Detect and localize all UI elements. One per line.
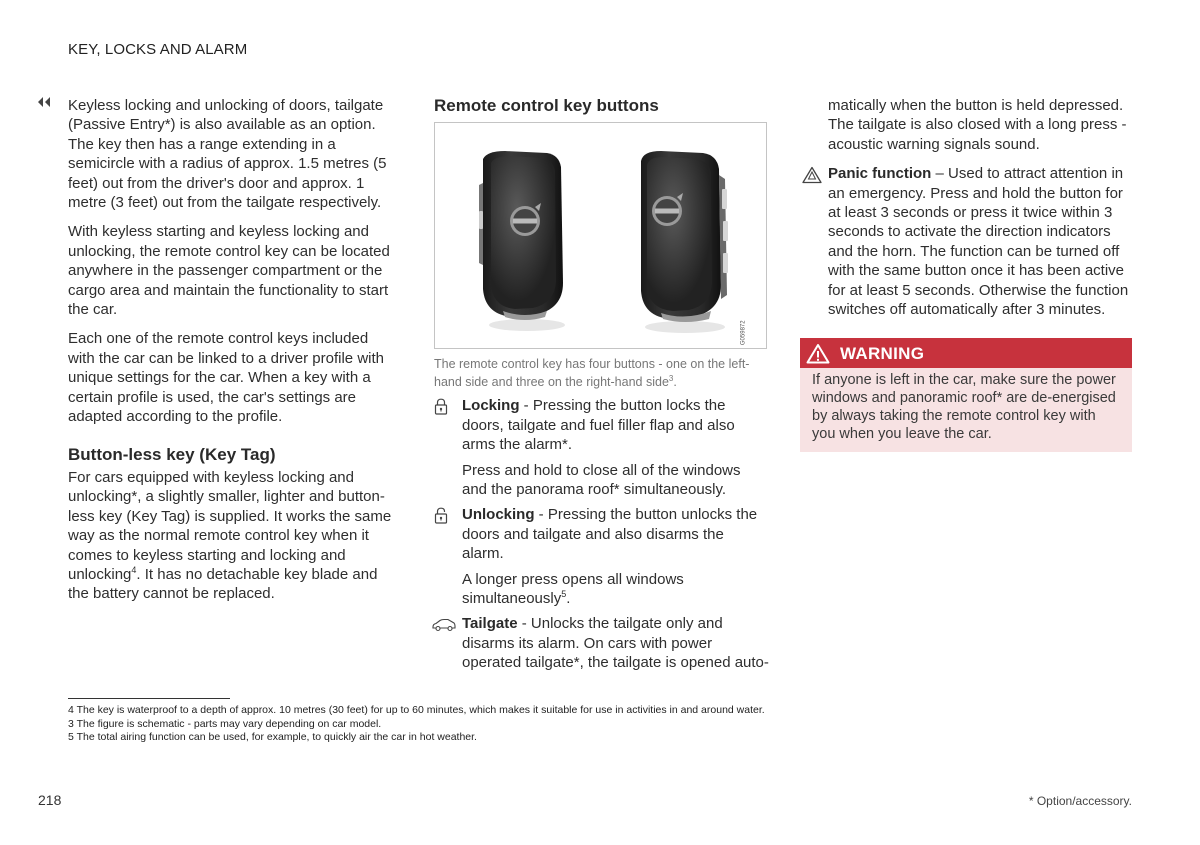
footnote-ref-3: 3 [668, 374, 674, 384]
column-2 [434, 96, 769, 679]
padlock-locked-icon [434, 398, 448, 420]
caption-text-b: . [673, 375, 677, 390]
double-left-arrow-icon [36, 96, 52, 111]
key-tag-text-b: . It has no detachable key blade and the battery cannot be replaced. [68, 565, 378, 603]
footnote-number: 3 [68, 717, 74, 730]
unlocking-text [462, 505, 769, 563]
footnotes [68, 704, 765, 745]
paragraph-driver-profile: Each one of the remote control keys included with the car can be linked to a driver profile with unique settings for the car. When a key with a certain profile is used, the car's settings are adapted according to the profile. [68, 330, 384, 426]
footnote-text: The figure is schematic - parts may vary depending on car model. [76, 717, 382, 730]
warning-box [800, 338, 1132, 451]
panic-title: Panic function [828, 165, 932, 183]
warning-triangle-icon [802, 166, 822, 189]
heading-remote-key-buttons: Remote control key buttons [434, 96, 659, 115]
paragraph-keyless: Keyless locking and unlocking of doors, tailgate (Passive Entry*) is also available as an option. The key then has a range extending in a semicircle with a radius of approx. 1.5 metres (5 feet) out from the driver's door and approx. 1 metre (3 feet) out from the tailgate respectively. [68, 97, 387, 212]
warning-header [800, 338, 1132, 368]
panic-function-item [800, 164, 1132, 319]
figure-caption [434, 355, 769, 391]
padlock-unlocked-icon [434, 507, 448, 529]
unlocking-item [434, 505, 769, 608]
remote-key-illustration [435, 123, 768, 350]
footnote-4 [68, 704, 765, 718]
warning-title: WARNING [840, 343, 925, 363]
locking-text [462, 396, 769, 454]
key-left-view [479, 151, 565, 331]
paragraph-keyless-starting: With keyless starting and keyless locking and unlocking, the remote control key can be located anywhere in the passenger compartment or the cargo area and maintain the functionality to start the car. [68, 223, 390, 319]
unlocking-title: Unlocking [462, 506, 535, 524]
footnote-text: The total airing function can be used, for example, to quickly air the car in hot weather. [76, 731, 477, 744]
unlocking-desc: - Pressing the button unlocks the doors and tailgate and also disarms the alarm. [462, 506, 758, 563]
warning-icon [806, 343, 830, 364]
panic-desc: – Used to attract attention in an emergency. Press and hold the button for at least 3 seconds or press it twice within 3 seconds to activate the direction indicators and the horn. The function can be turned off with the same button once it has been active for at least 5 seconds. Otherwise the function switches off automatically after 3 minutes. [828, 165, 1129, 319]
unlocking-subtext [462, 570, 769, 609]
key-right-view [641, 151, 728, 333]
tailgate-desc: - Unlocks the tailgate only and disarms its alarm. On cars with power operated tailgate*, the tailgate is opened auto- [462, 615, 769, 672]
remote-key-figure [434, 122, 767, 349]
footnote-number: 4 [68, 704, 74, 716]
locking-title: Locking [462, 397, 520, 415]
tailgate-continuation: matically when the button is held depressed. The tailgate is also closed with a long press - acoustic warning signals sound. [828, 97, 1127, 153]
locking-subtext: Press and hold to close all of the windows and the panorama roof* simultaneously. [462, 461, 741, 499]
footnote-3 [68, 718, 765, 732]
footnote-rule [68, 698, 230, 699]
locking-item [434, 396, 769, 499]
locking-desc: - Pressing the button locks the doors, tailgate and fuel filler flap and also arms the alarm*. [462, 397, 735, 454]
footnote-5 [68, 731, 765, 745]
unlocking-sub-b: . [566, 590, 571, 608]
option-accessory-note: * Option/accessory. [1028, 794, 1132, 808]
tailgate-text [462, 614, 769, 672]
car-tailgate-icon [432, 618, 456, 637]
column-1 [68, 96, 398, 614]
tailgate-title: Tailgate [462, 615, 518, 633]
column-3 [800, 96, 1132, 452]
paragraph-key-tag [68, 468, 398, 604]
tailgate-item [434, 614, 769, 672]
footnote-text: The key is waterproof to a depth of approx. 10 metres (30 feet) for up to 60 minutes, which makes it suitable for use in activities in and around water. [76, 704, 765, 716]
figure-code: G059872 [740, 320, 747, 346]
key-tag-text-a: For cars equipped with keyless locking and unlocking*, a slightly smaller, lighter and button-less key (Key Tag) is supplied. It works the same way as the normal remote control key when it comes to keyless starting and locking and unlocking [68, 468, 392, 583]
page-number: 218 [38, 792, 62, 808]
warning-text: If anyone is left in the car, make sure the power windows and panoramic roof* are de-energised by always taking the remote control key with you when you leave the car. [812, 372, 1116, 442]
footnote-number: 5 [68, 731, 74, 744]
heading-buttonless-key: Button-less key (Key Tag) [68, 444, 276, 464]
section-header: KEY, LOCKS AND ALARM [68, 41, 248, 58]
unlocking-sub-a: A longer press opens all windows simultaneously [462, 570, 684, 608]
caption-text-a: The remote control key has four buttons - one on the left-hand side and three on the right-hand side [434, 357, 750, 390]
footnote-ref-5: 5 [561, 589, 567, 600]
footnote-ref-4: 4 [131, 564, 137, 575]
